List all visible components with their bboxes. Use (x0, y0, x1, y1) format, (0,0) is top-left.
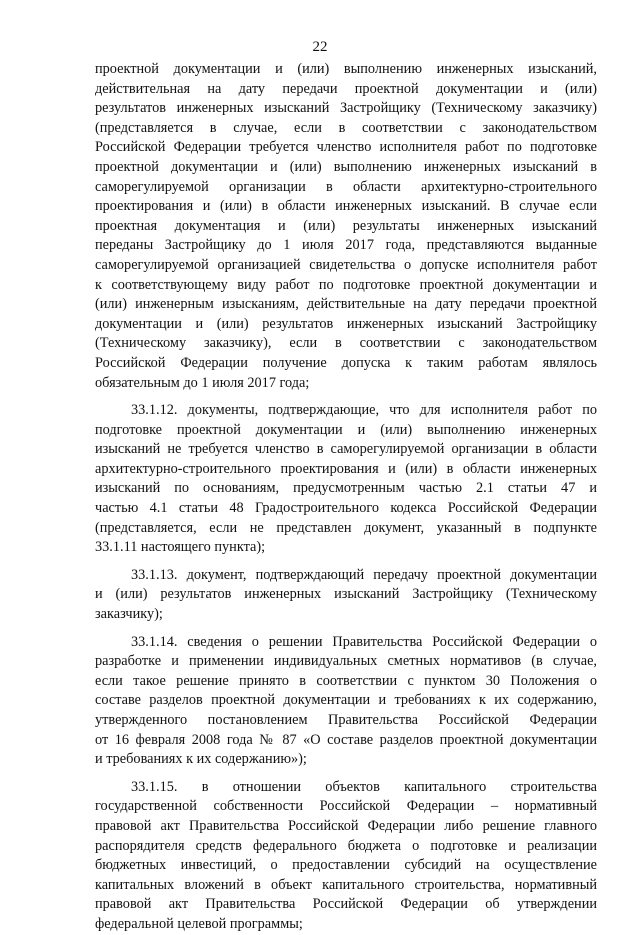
text-line: саморегулируемой организацией свидетельства о допуске исполнителя работ (95, 256, 597, 273)
text-line: составе разделов проектной документации и требованиях к их содержанию, (95, 692, 597, 709)
paragraph (95, 633, 597, 770)
text-line: и требованиях к их содержанию»); (95, 751, 307, 768)
text-line: проектирования и (или) в области инженерных изысканий. В случае если (95, 198, 597, 215)
text-line: архитектурно-строительного проектирования и (или) в области инженерных (95, 460, 597, 477)
text-line: правовой акт Правительства Российской Федерации об утверждении (95, 896, 597, 913)
text-line: проектная документация и (или) результаты инженерных изысканий (95, 217, 597, 234)
text-line: капитальных вложений в объект капитального строительства, нормативный (95, 876, 597, 893)
text-line: 33.1.14. сведения о решении Правительства Российской Федерации о (131, 633, 597, 650)
text-line: документации и (или) результатов инженерных изысканий Застройщику (95, 315, 597, 332)
text-line: проектной документации и (или) выполнению инженерных изысканий, (95, 61, 597, 77)
text-line: государственной собственности Российской Федерации – нормативный (95, 798, 597, 815)
text-line: переданы Застройщику до 1 июля 2017 года, представляются выданные (95, 237, 597, 254)
text-line: бюджетных инвестиций, о предоставлении субсидий на осуществление (95, 857, 597, 874)
text-line: правовой акт Правительства Российской Федерации либо решение главного (95, 817, 597, 834)
page-number: 22 (312, 39, 328, 55)
text-line: распорядителя средств федерального бюджета о подготовке и реализации (95, 837, 597, 854)
text-line: Российской Федерации получение допуска к таким работам являлось (95, 354, 597, 371)
text-line: подготовке проектной документации и (или) выполнению инженерных (95, 421, 597, 438)
paragraph (95, 778, 597, 935)
text-line: обязательным до 1 июля 2017 года; (95, 374, 310, 391)
text-line: и (или) результатов инженерных изысканий Застройщику (Техническому (95, 586, 597, 603)
text-line: разработке и применении индивидуальных сметных нормативов (в случае, (95, 653, 597, 670)
text-line: (представляется, если не представлен документ, указанный в подпункте (95, 519, 597, 536)
text-line: саморегулируемой организации в области архитектурно-строительного (95, 178, 597, 195)
document-body (95, 60, 597, 935)
text-line: (или) инженерным изысканиям, действительные на дату передачи проектной (95, 296, 597, 313)
paragraph (95, 566, 597, 625)
text-line: Российской Федерации требуется членство исполнителя работ по подготовке (95, 139, 597, 156)
text-line: утвержденного постановлением Правительства Российской Федерации (95, 712, 597, 728)
text-line: (представляется в случае, если в соответствии с законодательством (95, 119, 597, 136)
text-line: если такое решение принято в соответствии с пунктом 30 Положения о (95, 672, 597, 689)
paragraph (95, 60, 597, 393)
text-line: частью 4.1 статьи 48 Градостроительного кодекса Российской Федерации (95, 500, 597, 517)
text-line: результатов инженерных изысканий Застройщику (Техническому заказчику) (95, 100, 597, 117)
text-line: заказчику); (95, 606, 163, 623)
text-line: (Техническому заказчику), если в соответствии с законодательством (95, 335, 597, 352)
text-line: к соответствующему виду работ по подготовке проектной документации и (95, 276, 597, 293)
text-line: изысканий не требуется членство в саморегулируемой организации в области (95, 441, 597, 458)
text-line: действительная на дату передачи проектной документации и (или) (95, 80, 597, 97)
text-line: 33.1.11 настоящего пункта); (95, 539, 266, 556)
text-line: изысканий по основаниям, предусмотренным частью 2.1 статьи 47 и (95, 480, 597, 497)
paragraph (95, 401, 597, 558)
text-line: от 16 февраля 2008 года № 87 «О составе разделов проектной документации (95, 731, 597, 748)
text-line: проектной документации и (или) выполнению инженерных изысканий в (95, 158, 597, 175)
text-line: 33.1.15. в отношении объектов капитального строительства (131, 778, 597, 795)
text-line: федеральной целевой программы; (95, 915, 303, 932)
text-line: 33.1.13. документ, подтверждающий передачу проектной документации (131, 566, 597, 583)
text-line: 33.1.12. документы, подтверждающие, что для исполнителя работ по (131, 402, 597, 419)
